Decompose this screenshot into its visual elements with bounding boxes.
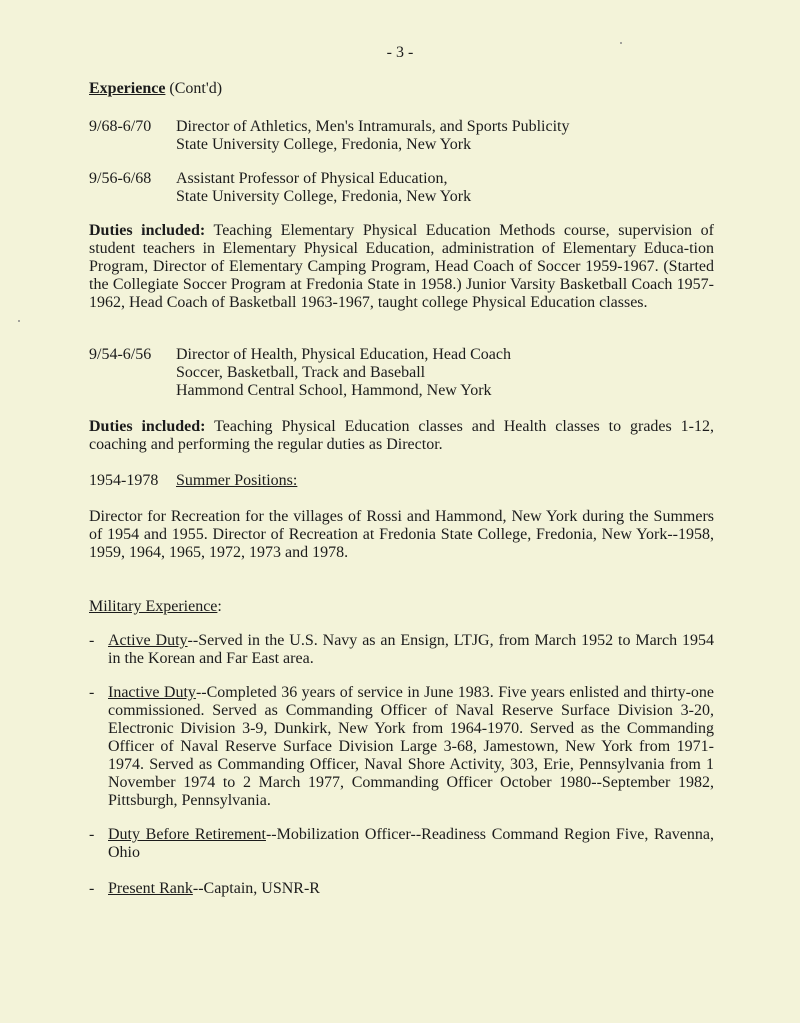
duties-text: Teaching Physical Education classes and Health classes to grades 1-12, coaching and performing the regular duties as Director. xyxy=(89,418,715,453)
bullet-dash: - xyxy=(89,880,95,897)
duties-label: Duties included: xyxy=(89,418,206,435)
entry-line: Director of Athletics, Men's Intramurals, and Sports Publicity xyxy=(176,118,570,135)
experience-heading-title: Experience xyxy=(89,80,166,97)
military-item xyxy=(89,826,714,862)
experience-heading xyxy=(89,80,714,98)
military-item-detail: --Served in the U.S. Navy as an Ensign, LTJG, from March 1952 to March 1954 in the Korean and Far East area. xyxy=(108,632,714,667)
experience-entry xyxy=(89,346,714,400)
summer-years: 1954-1978 xyxy=(89,472,159,489)
paper-speck xyxy=(18,320,20,322)
military-item-label: Duty Before Retirement xyxy=(108,826,266,843)
duties-paragraph xyxy=(89,222,714,312)
bullet-dash: - xyxy=(89,684,95,701)
military-item-label: Inactive Duty xyxy=(108,684,196,701)
military-item-text xyxy=(108,826,714,862)
entry-line: Soccer, Basketball, Track and Baseball xyxy=(176,364,426,381)
military-item-text xyxy=(108,632,714,668)
entry-line: State University College, Fredonia, New York xyxy=(176,188,472,205)
military-item-label: Present Rank xyxy=(108,880,193,897)
military-heading-suffix: : xyxy=(217,598,222,615)
entry-description xyxy=(176,170,471,206)
bullet-dash: - xyxy=(89,632,95,649)
summer-label: Summer Positions: xyxy=(176,472,298,489)
entry-description xyxy=(176,118,569,154)
entry-description xyxy=(176,346,511,400)
entry-line: Assistant Professor of Physical Education, xyxy=(176,170,448,187)
military-item-detail: --Mobilization Officer--Readiness Command Region Five, Ravenna, Ohio xyxy=(108,826,714,861)
experience-entry xyxy=(89,118,714,154)
entry-line: State University College, Fredonia, New York xyxy=(176,136,472,153)
military-item-detail: --Completed 36 years of service in June 1983. Five years enlisted and thirty-one commissioned. Served as Commanding Officer of Naval Reserve Surface Division 3-20, Electronic Division 3-9, Dunkirk, New York from 1964-1970. Served as the Commanding Officer of Naval Reserve Surface Division Large 3-68, Jamestown, New York from 1971-1974. Served as Commanding Officer, Naval Shore Activity, 303, Erie, Pennsylvania from 1 November 1974 to 2 March 1977, Commanding Officer October 1980--September 1982, Pittsburgh, Pennsylvania. xyxy=(108,684,714,809)
page-number: - 3 - xyxy=(386,44,414,61)
military-item xyxy=(89,684,714,810)
military-item xyxy=(89,632,714,668)
experience-heading-suffix: (Cont'd) xyxy=(169,80,223,97)
entry-date: 9/68-6/70 xyxy=(89,118,152,135)
military-heading-title: Military Experience xyxy=(89,598,218,615)
duties-paragraph xyxy=(89,418,714,454)
paper-speck xyxy=(620,42,622,44)
entry-date: 9/54-6/56 xyxy=(89,346,152,363)
military-item-label: Active Duty xyxy=(108,632,188,649)
military-item-text xyxy=(108,880,714,898)
summer-paragraph xyxy=(89,508,714,562)
summer-positions-heading xyxy=(89,472,714,490)
military-item-text xyxy=(108,684,714,810)
summer-text: Director for Recreation for the villages of Rossi and Hammond, New York during the Summers of 1954 and 1955. Director of Recreation at Fredonia State College, Fredonia, New York--1958, 1959, 1964, 1965, 1972, 1973 and 1978. xyxy=(89,508,714,561)
entry-date: 9/56-6/68 xyxy=(89,170,152,187)
entry-line: Hammond Central School, Hammond, New York xyxy=(176,382,492,399)
military-heading xyxy=(89,598,714,616)
entry-line: Director of Health, Physical Education, Head Coach xyxy=(176,346,511,363)
duties-text: Teaching Elementary Physical Education Methods course, supervision of student teachers in Elementary Physical Education, administration of Elementary Educa-tion Program, Director of Elementary Camping Program, Head Coach of Soccer 1959-1967. (Started the Collegiate Soccer Program at Fredonia State in 1958.) Junior Varsity Basketball Coach 1957-1962, Head Coach of Basketball 1963-1967, taught college Physical Education classes. xyxy=(89,222,714,311)
bullet-dash: - xyxy=(89,826,95,843)
military-item-detail: --Captain, USNR-R xyxy=(192,880,320,897)
experience-entry xyxy=(89,170,714,206)
duties-label: Duties included: xyxy=(89,222,206,239)
military-item xyxy=(89,880,714,898)
